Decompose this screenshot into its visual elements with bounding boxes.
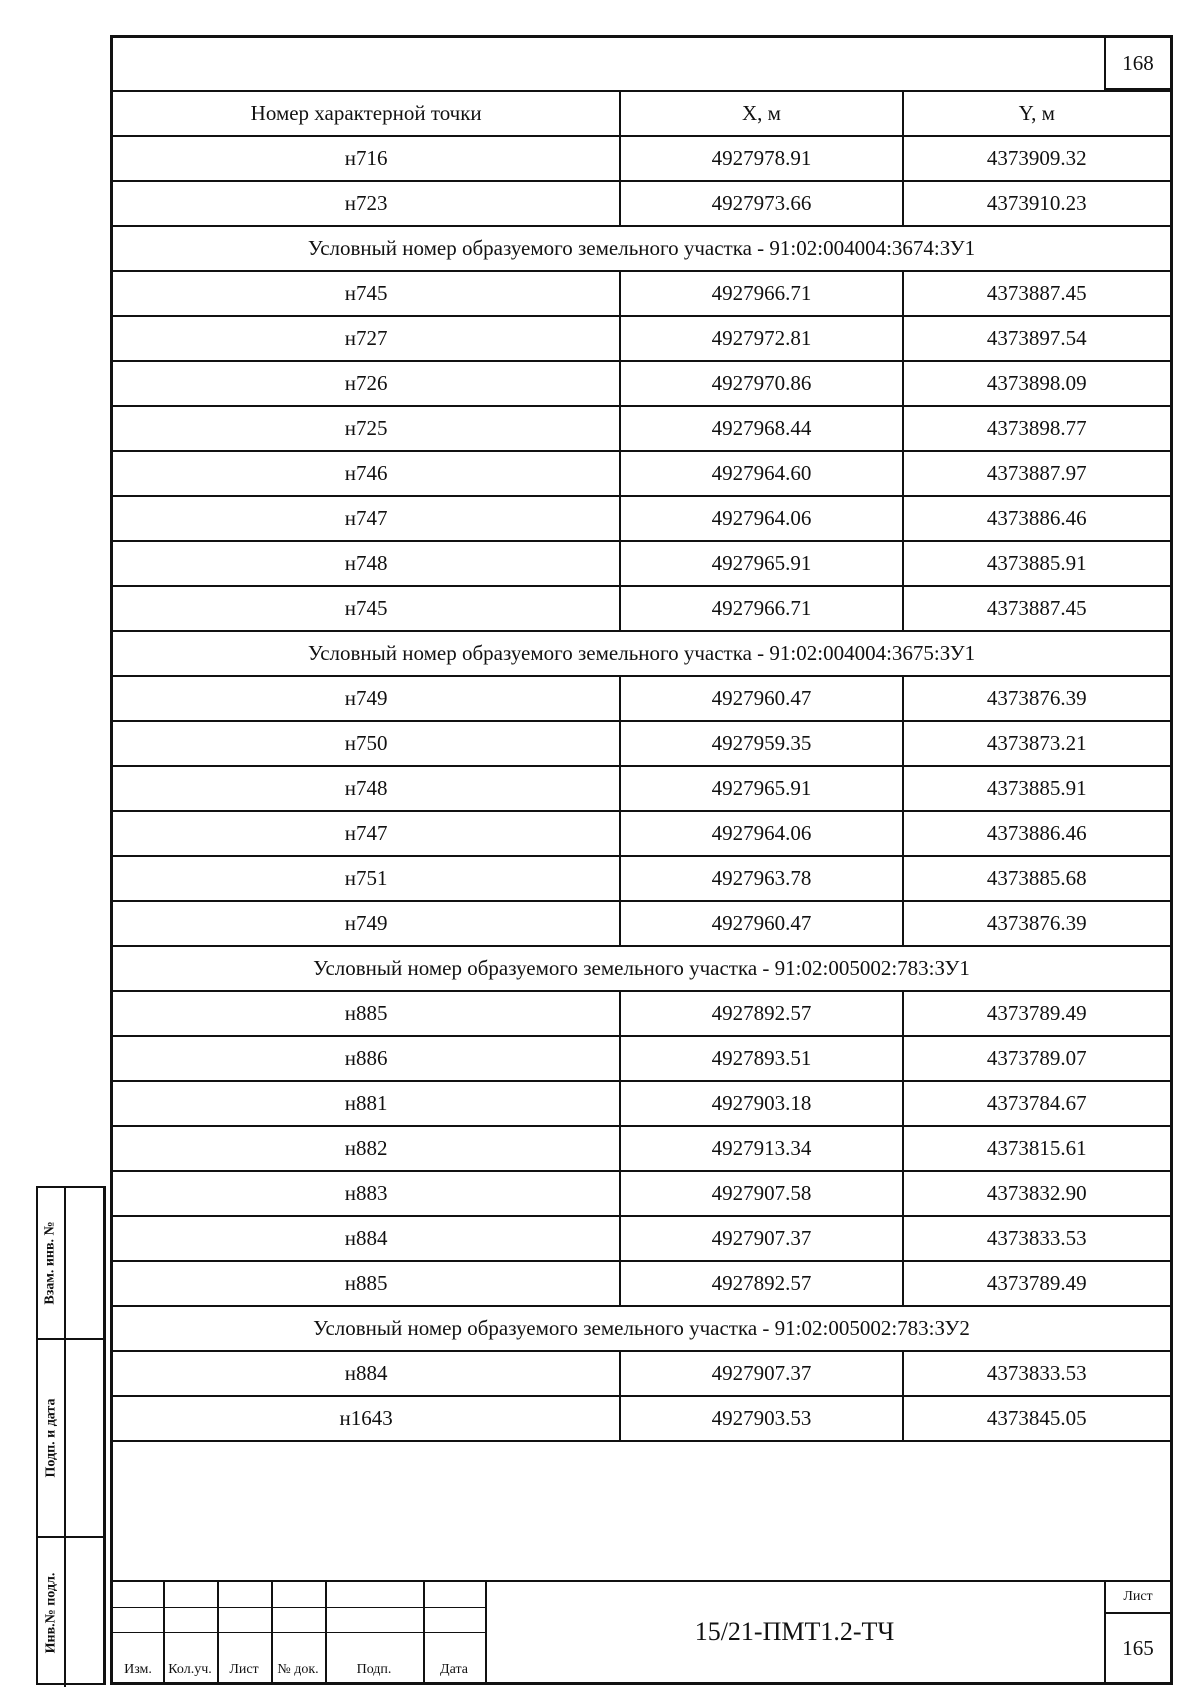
side-cell-inv bbox=[38, 1538, 103, 1687]
table-row bbox=[113, 1351, 1170, 1396]
side-cell-podp bbox=[38, 1340, 103, 1538]
grid-line bbox=[113, 1607, 485, 1608]
x-coordinate-cell: 4927966.71 bbox=[620, 271, 902, 316]
stamp-col-podp: Подп. bbox=[356, 1662, 392, 1677]
point-number-cell: н747 bbox=[113, 811, 620, 856]
header-y: Y, м bbox=[903, 91, 1170, 136]
x-coordinate-cell: 4927964.60 bbox=[620, 451, 902, 496]
coordinates-table bbox=[113, 90, 1170, 1442]
point-number-cell: н749 bbox=[113, 901, 620, 946]
grid-line bbox=[113, 1632, 485, 1633]
point-number-cell: н748 bbox=[113, 766, 620, 811]
title-block bbox=[113, 1580, 1170, 1682]
table-section-row bbox=[113, 226, 1170, 271]
point-number-cell: н746 bbox=[113, 451, 620, 496]
table-row bbox=[113, 676, 1170, 721]
x-coordinate-cell: 4927963.78 bbox=[620, 856, 902, 901]
table-row bbox=[113, 811, 1170, 856]
table-row bbox=[113, 901, 1170, 946]
stamp-col-koluch: Кол.уч. bbox=[168, 1662, 212, 1677]
y-coordinate-cell: 4373898.77 bbox=[903, 406, 1170, 451]
point-number-cell: н726 bbox=[113, 361, 620, 406]
y-coordinate-cell: 4373887.45 bbox=[903, 271, 1170, 316]
page-frame bbox=[110, 35, 1173, 1685]
sheet-number: 165 bbox=[1122, 1635, 1154, 1660]
point-number-cell: н747 bbox=[113, 496, 620, 541]
y-coordinate-cell: 4373885.91 bbox=[903, 541, 1170, 586]
side-label-podp: Подп. и дата bbox=[43, 1398, 58, 1478]
y-coordinate-cell: 4373897.54 bbox=[903, 316, 1170, 361]
y-coordinate-cell: 4373784.67 bbox=[903, 1081, 1170, 1126]
x-coordinate-cell: 4927907.37 bbox=[620, 1351, 902, 1396]
x-coordinate-cell: 4927959.35 bbox=[620, 721, 902, 766]
stamp-col-data: Дата bbox=[440, 1662, 468, 1677]
y-coordinate-cell: 4373789.49 bbox=[903, 991, 1170, 1036]
x-coordinate-cell: 4927960.47 bbox=[620, 901, 902, 946]
table-section-row bbox=[113, 946, 1170, 991]
y-coordinate-cell: 4373876.39 bbox=[903, 901, 1170, 946]
y-coordinate-cell: 4373886.46 bbox=[903, 496, 1170, 541]
stamp-col-list: Лист bbox=[229, 1662, 259, 1677]
y-coordinate-cell: 4373789.49 bbox=[903, 1261, 1170, 1306]
x-coordinate-cell: 4927965.91 bbox=[620, 541, 902, 586]
section-title: Условный номер образуемого земельного участка - 91:02:004004:3675:ЗУ1 bbox=[113, 631, 1170, 676]
x-coordinate-cell: 4927964.06 bbox=[620, 496, 902, 541]
table-row bbox=[113, 1036, 1170, 1081]
point-number-cell: н884 bbox=[113, 1351, 620, 1396]
point-number-cell: н883 bbox=[113, 1171, 620, 1216]
table-section-row bbox=[113, 1306, 1170, 1351]
section-title: Условный номер образуемого земельного участка - 91:02:005002:783:ЗУ1 bbox=[113, 946, 1170, 991]
x-coordinate-cell: 4927966.71 bbox=[620, 586, 902, 631]
point-number-cell: н750 bbox=[113, 721, 620, 766]
point-number-cell: н745 bbox=[113, 586, 620, 631]
y-coordinate-cell: 4373909.32 bbox=[903, 136, 1170, 181]
y-coordinate-cell: 4373845.05 bbox=[903, 1396, 1170, 1441]
x-coordinate-cell: 4927903.18 bbox=[620, 1081, 902, 1126]
y-coordinate-cell: 4373910.23 bbox=[903, 181, 1170, 226]
table-header-row bbox=[113, 91, 1170, 136]
section-title: Условный номер образуемого земельного участка - 91:02:005002:783:ЗУ2 bbox=[113, 1306, 1170, 1351]
y-coordinate-cell: 4373887.45 bbox=[903, 586, 1170, 631]
x-coordinate-cell: 4927903.53 bbox=[620, 1396, 902, 1441]
point-number-cell: н727 bbox=[113, 316, 620, 361]
point-number-cell: н745 bbox=[113, 271, 620, 316]
x-coordinate-cell: 4927973.66 bbox=[620, 181, 902, 226]
point-number-cell: н884 bbox=[113, 1216, 620, 1261]
point-number-cell: н716 bbox=[113, 136, 620, 181]
table-row bbox=[113, 1081, 1170, 1126]
y-coordinate-cell: 4373887.97 bbox=[903, 451, 1170, 496]
header-point-number: Номер характерной точки bbox=[113, 91, 620, 136]
y-coordinate-cell: 4373885.91 bbox=[903, 766, 1170, 811]
table-row bbox=[113, 1396, 1170, 1441]
x-coordinate-cell: 4927892.57 bbox=[620, 991, 902, 1036]
y-coordinate-cell: 4373833.53 bbox=[903, 1351, 1170, 1396]
x-coordinate-cell: 4927907.37 bbox=[620, 1216, 902, 1261]
table-row bbox=[113, 316, 1170, 361]
table-row bbox=[113, 136, 1170, 181]
side-label-vzam: Взам. инв. № bbox=[43, 1221, 59, 1305]
point-number-cell: н885 bbox=[113, 1261, 620, 1306]
table-row bbox=[113, 406, 1170, 451]
x-coordinate-cell: 4927960.47 bbox=[620, 676, 902, 721]
y-coordinate-cell: 4373833.53 bbox=[903, 1216, 1170, 1261]
table-row bbox=[113, 1216, 1170, 1261]
y-coordinate-cell: 4373886.46 bbox=[903, 811, 1170, 856]
document-code: 15/21-ПМТ1.2-ТЧ bbox=[694, 1617, 895, 1646]
point-number-cell: н881 bbox=[113, 1081, 620, 1126]
y-coordinate-cell: 4373815.61 bbox=[903, 1126, 1170, 1171]
table-row bbox=[113, 451, 1170, 496]
point-number-cell: н886 bbox=[113, 1036, 620, 1081]
x-coordinate-cell: 4927964.06 bbox=[620, 811, 902, 856]
y-coordinate-cell: 4373876.39 bbox=[903, 676, 1170, 721]
table-row bbox=[113, 181, 1170, 226]
table-row bbox=[113, 1126, 1170, 1171]
point-number-cell: н882 bbox=[113, 1126, 620, 1171]
table-row bbox=[113, 1171, 1170, 1216]
point-number-cell: н748 bbox=[113, 541, 620, 586]
title-block-grid bbox=[113, 1582, 487, 1682]
table-row bbox=[113, 361, 1170, 406]
x-coordinate-cell: 4927978.91 bbox=[620, 136, 902, 181]
y-coordinate-cell: 4373832.90 bbox=[903, 1171, 1170, 1216]
sheet-label: Лист bbox=[1106, 1582, 1170, 1614]
x-coordinate-cell: 4927970.86 bbox=[620, 361, 902, 406]
section-title: Условный номер образуемого земельного участка - 91:02:004004:3674:ЗУ1 bbox=[113, 226, 1170, 271]
table-row bbox=[113, 856, 1170, 901]
table-row bbox=[113, 1261, 1170, 1306]
table-row bbox=[113, 991, 1170, 1036]
header-x: X, м bbox=[620, 91, 902, 136]
x-coordinate-cell: 4927968.44 bbox=[620, 406, 902, 451]
x-coordinate-cell: 4927972.81 bbox=[620, 316, 902, 361]
table-body bbox=[113, 136, 1170, 1441]
table-row bbox=[113, 586, 1170, 631]
coordinates-table-wrap bbox=[113, 90, 1170, 1442]
y-coordinate-cell: 4373789.07 bbox=[903, 1036, 1170, 1081]
page-number: 168 bbox=[1104, 38, 1170, 90]
y-coordinate-cell: 4373885.68 bbox=[903, 856, 1170, 901]
table-row bbox=[113, 541, 1170, 586]
table-section-row bbox=[113, 631, 1170, 676]
x-coordinate-cell: 4927965.91 bbox=[620, 766, 902, 811]
point-number-cell: н725 bbox=[113, 406, 620, 451]
x-coordinate-cell: 4927913.34 bbox=[620, 1126, 902, 1171]
point-number-cell: н1643 bbox=[113, 1396, 620, 1441]
side-cell-vzam bbox=[38, 1188, 103, 1340]
sheet-box bbox=[1104, 1582, 1170, 1682]
y-coordinate-cell: 4373898.09 bbox=[903, 361, 1170, 406]
table-row bbox=[113, 721, 1170, 766]
stamp-col-doc: № док. bbox=[277, 1662, 319, 1677]
table-row bbox=[113, 496, 1170, 541]
point-number-cell: н723 bbox=[113, 181, 620, 226]
point-number-cell: н885 bbox=[113, 991, 620, 1036]
x-coordinate-cell: 4927893.51 bbox=[620, 1036, 902, 1081]
table-row bbox=[113, 271, 1170, 316]
side-label-inv: Инв.№ подл. bbox=[43, 1572, 58, 1653]
table-row bbox=[113, 766, 1170, 811]
x-coordinate-cell: 4927892.57 bbox=[620, 1261, 902, 1306]
point-number-cell: н749 bbox=[113, 676, 620, 721]
stamp-col-izm: Изм. bbox=[124, 1662, 152, 1677]
y-coordinate-cell: 4373873.21 bbox=[903, 721, 1170, 766]
x-coordinate-cell: 4927907.58 bbox=[620, 1171, 902, 1216]
side-stamp bbox=[36, 1186, 106, 1685]
point-number-cell: н751 bbox=[113, 856, 620, 901]
